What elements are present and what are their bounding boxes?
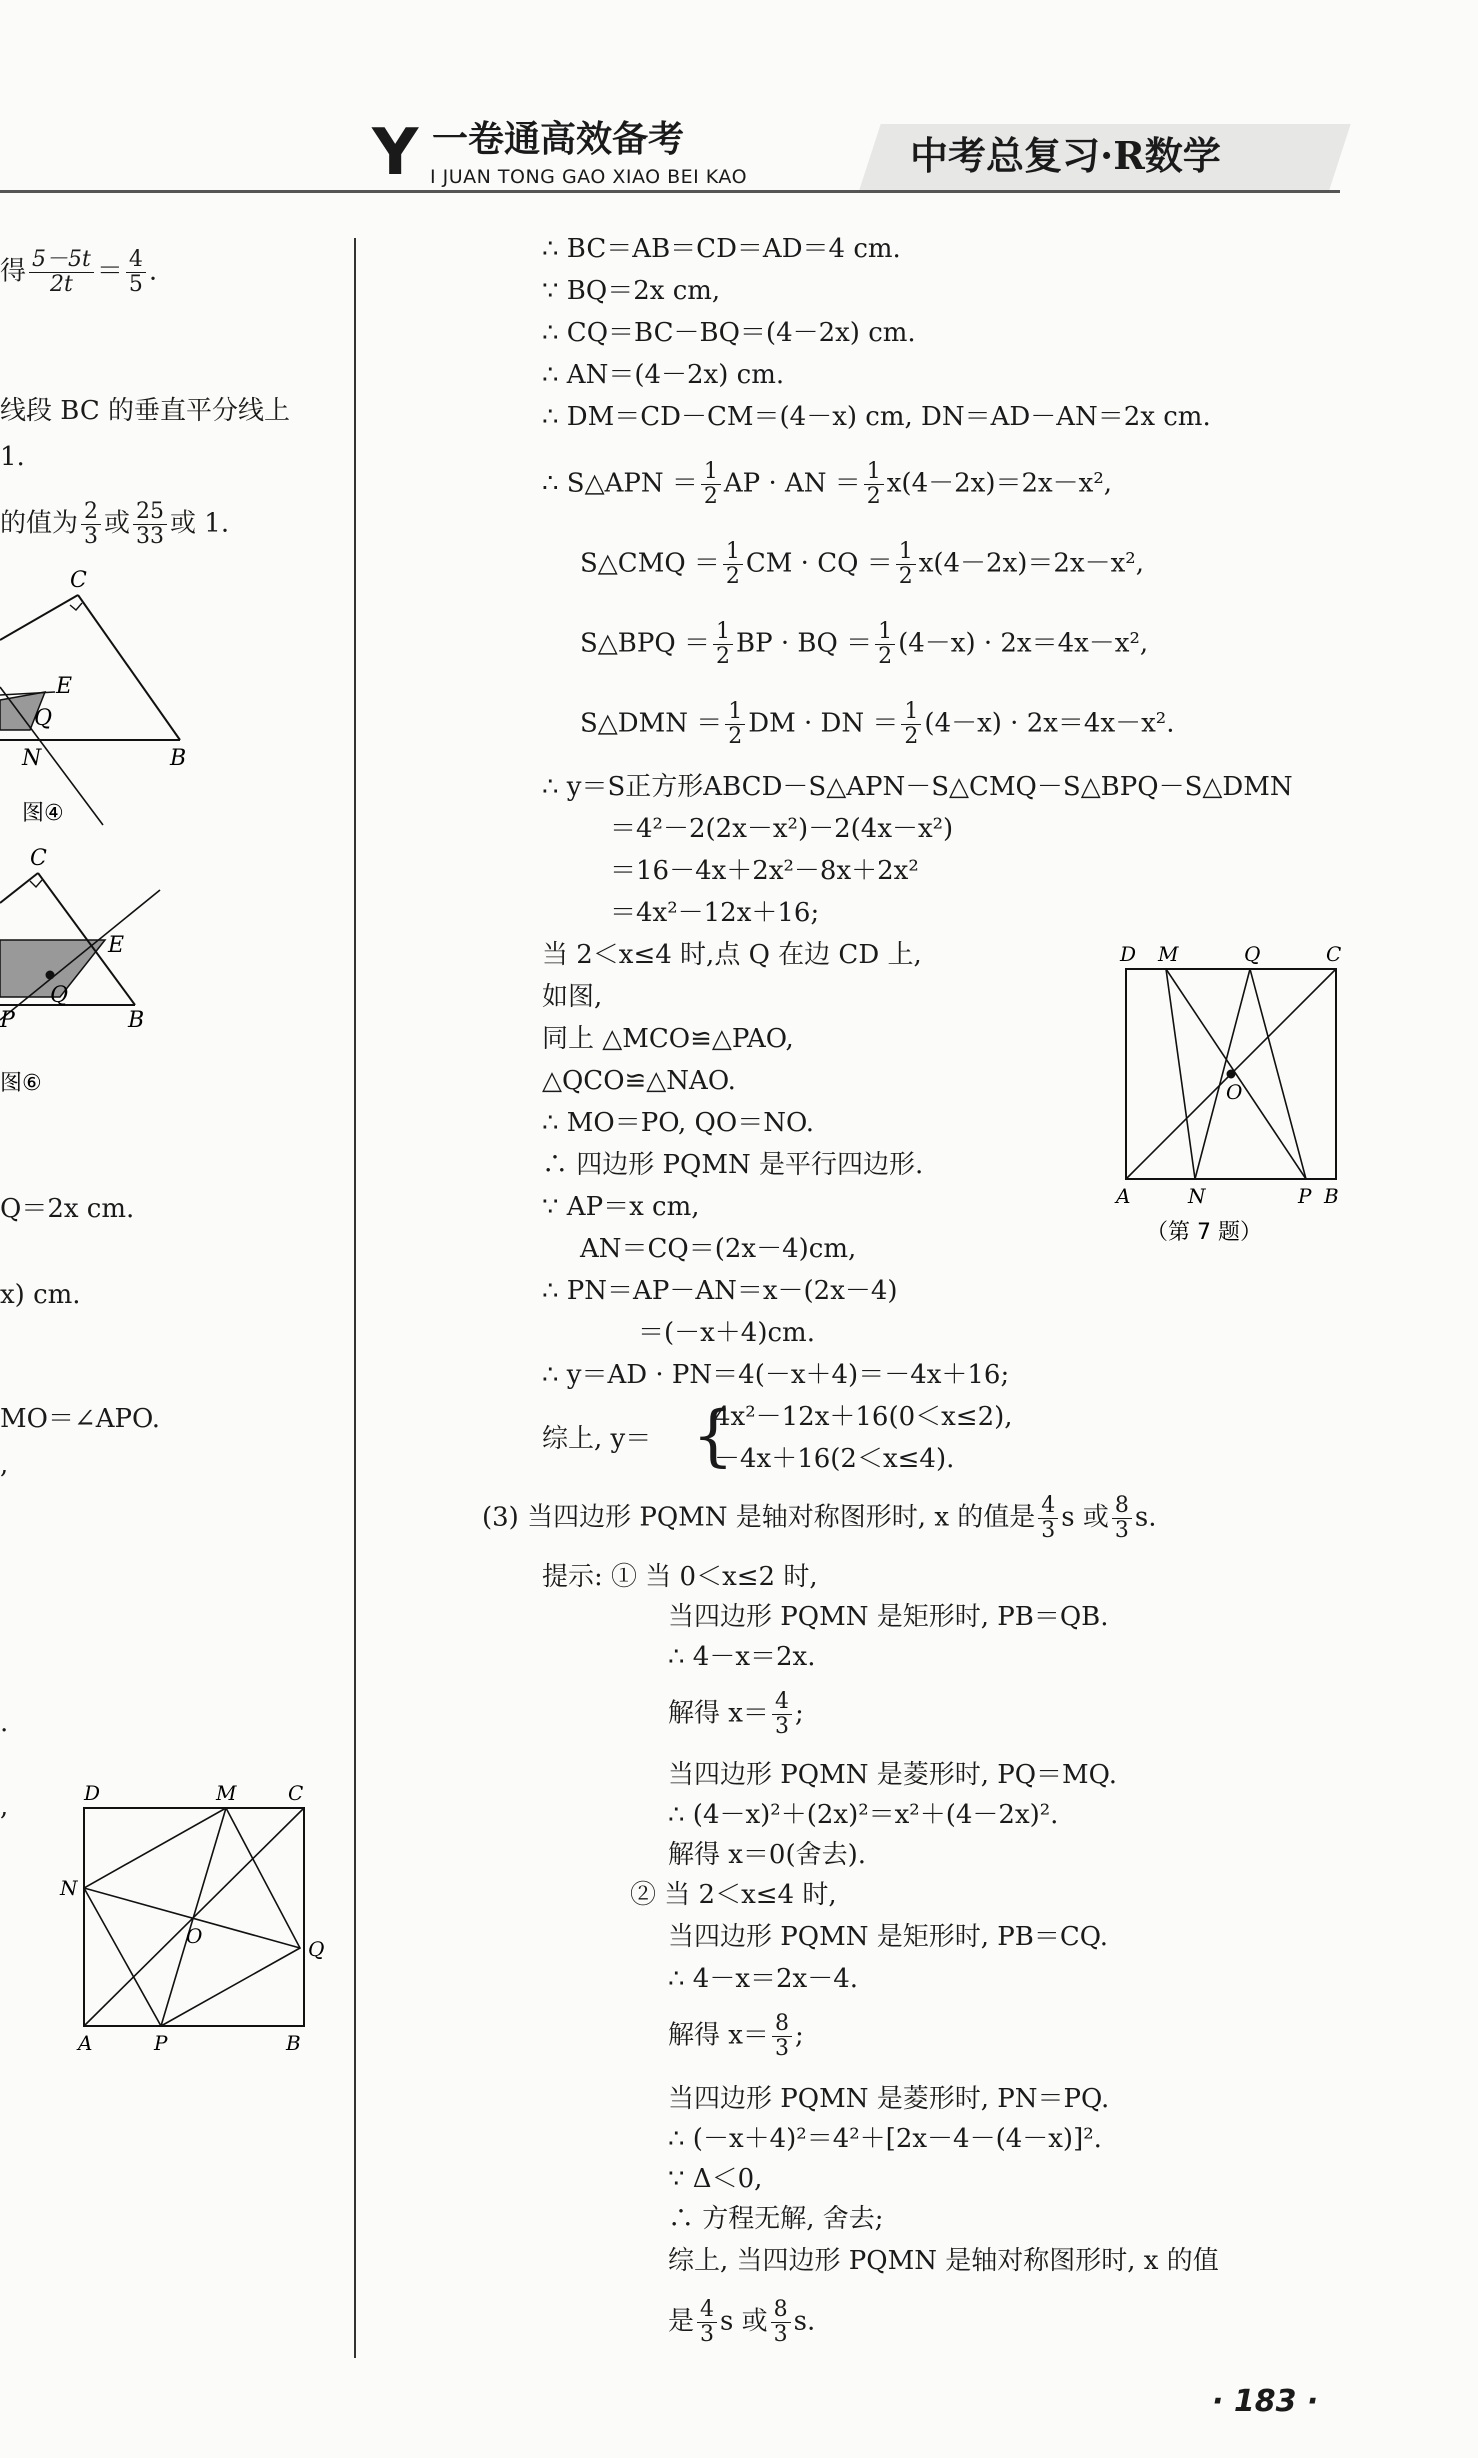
frac-num: 1	[901, 700, 921, 725]
label-E: E	[56, 674, 73, 699]
area-APN	[542, 460, 1112, 509]
left-line-9: .	[0, 1708, 9, 1738]
fraction-half	[864, 460, 884, 509]
hint-line-10: ∴ 4－x＝2x－4.	[668, 1964, 859, 1994]
text: (4－x) · 2x＝4x－x²,	[898, 628, 1149, 659]
frac-num: 4	[697, 2298, 717, 2323]
left-line-2: 线段 BC 的垂直平分线上	[0, 396, 291, 426]
frac-num: 1	[725, 700, 745, 725]
hint-line-17	[668, 2298, 815, 2347]
frac-den: 2	[866, 484, 881, 509]
label-D: D	[84, 1781, 101, 1805]
text: 或 1.	[170, 508, 230, 539]
frac-num: 8	[772, 2012, 792, 2037]
hint-line-14: ∵ Δ＜0,	[668, 2164, 763, 2194]
left-line-10: ,	[0, 1792, 9, 1822]
frac-den: 3	[774, 2036, 789, 2061]
figure-6-caption: 图⑥	[0, 1071, 42, 1096]
label-C: C	[30, 846, 47, 871]
header	[0, 110, 1478, 200]
case2-line-3: 同上 △MCO≌△PAO,	[542, 1024, 794, 1054]
diagonal-MP	[1166, 969, 1306, 1179]
text: ;	[794, 2020, 804, 2051]
fraction	[772, 1690, 792, 1739]
left-line-8: ,	[0, 1450, 9, 1480]
figure-7	[1110, 935, 1350, 1255]
label-C: C	[70, 568, 87, 593]
series-title: 中考总复习·R数学	[910, 133, 1221, 178]
frac-num: 4	[1038, 1494, 1058, 1519]
frac-den: 3	[700, 2322, 715, 2347]
label-E: E	[108, 933, 125, 958]
label-Q: Q	[34, 706, 53, 731]
frac-den: 3	[774, 1714, 789, 1739]
y-line-1: ∴ y＝S正方形ABCD－S△APN－S△CMQ－S△BPQ－S△DMN	[542, 772, 1293, 802]
case2-line-11: ∴ y＝AD · PN＝4(－x＋4)＝－4x＋16;	[542, 1360, 1010, 1390]
hint-line-16: 综上, 当四边形 PQMN 是轴对称图形时, x 的值	[668, 2246, 1219, 2276]
solution-line-2: ∵ BQ＝2x cm,	[542, 276, 721, 306]
frac-num: 1	[723, 540, 743, 565]
frac-num: 8	[771, 2298, 791, 2323]
piecewise-summary	[542, 1398, 1262, 1482]
figure-square-left	[56, 1778, 336, 2058]
frac-num: 8	[1112, 1494, 1132, 1519]
label-D: D	[1120, 942, 1137, 966]
label-N: N	[22, 746, 42, 771]
label-O: O	[1226, 1080, 1243, 1104]
left-line-6: x) cm.	[0, 1280, 81, 1310]
case2-line-10: ＝(－x＋4)cm.	[638, 1318, 815, 1348]
text: s 或	[720, 2306, 768, 2337]
figure-7-caption: （第 7 题）	[1146, 1220, 1262, 1245]
label-M: M	[216, 1781, 237, 1805]
text: S△BPQ ＝	[580, 628, 710, 659]
logo-letter: Y	[372, 116, 419, 190]
left-line-7: MO＝∠APO.	[0, 1404, 161, 1434]
frac-num: 1	[875, 620, 895, 645]
label-B: B	[1324, 1184, 1339, 1208]
diagonal-PM	[161, 1808, 226, 2026]
solution-line-4: ∴ AN＝(4－2x) cm.	[542, 360, 785, 390]
label-B: B	[286, 2031, 301, 2055]
label-B: B	[170, 746, 187, 771]
fraction	[1112, 1494, 1132, 1543]
header-rule	[0, 190, 1340, 193]
text: 或	[104, 508, 131, 539]
frac-den: 2t	[50, 272, 73, 297]
label-B: B	[128, 1008, 145, 1033]
point-O	[1227, 1070, 1236, 1079]
column-divider	[354, 238, 356, 2358]
text: CM · CQ ＝	[745, 548, 893, 579]
text: 得	[0, 256, 27, 287]
text: ＝	[96, 256, 123, 287]
text: DM · DN ＝	[748, 708, 899, 739]
frac-den: 2	[878, 644, 893, 669]
label-P: P	[1298, 1184, 1312, 1208]
frac-den: 2	[728, 724, 743, 749]
frac-num: 25	[133, 500, 167, 525]
segment	[0, 873, 38, 903]
fraction-half	[875, 620, 895, 669]
hint-line-2: 当四边形 PQMN 是矩形时, PB＝QB.	[668, 1602, 1109, 1632]
frac-den: 3	[773, 2322, 788, 2347]
hint-line-13: ∴ (－x＋4)²＝4²＋[2x－4－(4－x)]².	[668, 2124, 1102, 2154]
frac-den: 2	[716, 644, 730, 669]
point-marker	[46, 971, 55, 980]
fraction-half	[896, 540, 916, 589]
fraction	[772, 2012, 792, 2061]
label-O: O	[186, 1924, 203, 1948]
left-line-1	[0, 248, 157, 297]
figure-4	[0, 565, 200, 835]
brand-title: 一卷通高效备考	[432, 119, 685, 160]
fraction	[126, 248, 146, 297]
text: ∴ S△APN ＝	[542, 468, 698, 499]
hint-line-3: ∴ 4－x＝2x.	[668, 1642, 816, 1672]
diagonal-QN	[1195, 969, 1250, 1179]
brand-pinyin: I JUAN TONG GAO XIAO BEI KAO	[430, 166, 748, 188]
frac-den: 2	[904, 724, 919, 749]
area-BPQ	[580, 620, 1148, 669]
figure-4-caption: 图④	[22, 801, 64, 826]
figure-6	[0, 845, 170, 1105]
hint-line-11	[668, 2012, 804, 2061]
label-A: A	[1116, 1184, 1131, 1208]
label-Q: Q	[1244, 942, 1261, 966]
text: s.	[793, 2306, 816, 2337]
fraction	[1038, 1494, 1058, 1543]
frac-num: 2	[81, 500, 101, 525]
page-number: · 183 ·	[1212, 2384, 1319, 2419]
fraction-half	[901, 700, 921, 749]
frac-den: 3	[1041, 1518, 1056, 1543]
frac-den: 2	[703, 484, 718, 509]
label-P: P	[0, 1008, 15, 1033]
fraction-half	[723, 540, 743, 589]
y-line-2: ＝4²－2(2x－x²)－2(4x－x²)	[610, 814, 954, 844]
brace: {	[692, 1397, 734, 1474]
text: s 或	[1061, 1502, 1109, 1533]
frac-num: 1	[896, 540, 916, 565]
frac-num: 1	[701, 460, 721, 485]
summary-case-2: －4x＋16(2＜x≤4).	[714, 1444, 955, 1474]
text: 是	[668, 2306, 695, 2337]
case2-line-4: △QCO≌△NAO.	[542, 1066, 736, 1096]
area-DMN	[580, 700, 1174, 749]
fraction-half	[713, 620, 733, 669]
text: S△CMQ ＝	[580, 548, 720, 579]
hint-line-1: 提示: ① 当 0＜x≤2 时,	[542, 1562, 818, 1592]
frac-den: 2	[898, 564, 913, 589]
frac-den: 3	[1114, 1518, 1129, 1543]
y-line-3: ＝16－4x＋2x²－8x＋2x²	[610, 856, 919, 886]
frac-den: 2	[725, 564, 740, 589]
text: BP · BQ ＝	[736, 628, 873, 659]
frac-num: 1	[713, 620, 733, 645]
solution-line-3: ∴ CQ＝BC－BQ＝(4－2x) cm.	[542, 318, 916, 348]
label-M: M	[1158, 942, 1179, 966]
hint-line-8: ② 当 2＜x≤4 时,	[630, 1880, 837, 1910]
hint-line-6: ∴ (4－x)²＋(2x)²＝x²＋(4－2x)².	[668, 1800, 1059, 1830]
frac-den: 3	[84, 524, 99, 549]
right-angle-mark	[30, 880, 42, 887]
label-P: P	[154, 2031, 168, 2055]
fraction	[81, 500, 101, 549]
case2-line-7: ∵ AP＝x cm,	[542, 1192, 700, 1222]
frac-num: 5－5t	[29, 248, 94, 273]
hint-line-4	[668, 1690, 804, 1739]
frac-den: 33	[136, 524, 165, 549]
frac-den: 5	[128, 272, 143, 297]
frac-num: 4	[126, 248, 146, 273]
solution-line-1: ∴ BC＝AB＝CD＝AD＝4 cm.	[542, 234, 901, 264]
case2-line-6: ∴ 四边形 PQMN 是平行四边形.	[542, 1150, 924, 1180]
case2-line-1: 当 2＜x≤4 时,点 Q 在边 CD 上,	[542, 940, 922, 970]
text: AP · AN ＝	[723, 468, 861, 499]
label-N: N	[60, 1876, 78, 1900]
label-Q: Q	[308, 1937, 325, 1961]
text: .	[148, 256, 158, 287]
fraction-half	[725, 700, 745, 749]
text: 解得 x＝	[668, 1698, 769, 1729]
frac-num: 4	[772, 1690, 792, 1715]
right-angle-mark	[70, 603, 82, 610]
label-Q: Q	[50, 983, 69, 1008]
label-C: C	[288, 1781, 304, 1805]
segment	[0, 595, 78, 640]
y-line-4: ＝4x²－12x＋16;	[610, 898, 820, 928]
text: x(4－2x)＝2x－x²,	[886, 468, 1113, 499]
text: (4－x) · 2x＝4x－x².	[924, 708, 1175, 739]
summary-prefix: 综上, y＝	[542, 1424, 652, 1454]
left-line-4	[0, 500, 229, 549]
case2-line-8: AN＝CQ＝(2x－4)cm,	[580, 1234, 857, 1264]
fraction	[29, 248, 94, 297]
left-line-5: Q＝2x cm.	[0, 1194, 135, 1224]
case2-line-5: ∴ MO＝PO, QO＝NO.	[542, 1108, 814, 1138]
label-A: A	[78, 2031, 93, 2055]
case2-line-9: ∴ PN＝AP－AN＝x－(2x－4)	[542, 1276, 898, 1306]
hint-line-15: ∴ 方程无解, 舍去;	[668, 2204, 884, 2234]
solution-line-5: ∴ DM＝CD－CM＝(4－x) cm, DN＝AD－AN＝2x cm.	[542, 402, 1211, 432]
text: ;	[794, 1698, 804, 1729]
text: 的值为	[0, 508, 79, 539]
left-line-3: 1.	[0, 442, 25, 472]
label-C: C	[1326, 942, 1342, 966]
case2-line-2: 如图,	[542, 982, 603, 1012]
segment	[78, 595, 180, 740]
text: s.	[1134, 1502, 1157, 1533]
text: S△DMN ＝	[580, 708, 723, 739]
hint-line-7: 解得 x＝0(舍去).	[668, 1840, 867, 1870]
hint-line-9: 当四边形 PQMN 是矩形时, PB＝CQ.	[668, 1922, 1109, 1952]
summary-case-1: 4x²－12x＋16(0＜x≤2),	[714, 1402, 1013, 1432]
frac-num: 1	[864, 460, 884, 485]
fraction	[697, 2298, 717, 2347]
part-3-answer	[482, 1494, 1156, 1543]
hint-line-5: 当四边形 PQMN 是菱形时, PQ＝MQ.	[668, 1760, 1117, 1790]
text: x(4－2x)＝2x－x²,	[918, 548, 1144, 579]
label-N: N	[1188, 1184, 1206, 1208]
fraction-half	[701, 460, 721, 509]
text: (3) 当四边形 PQMN 是轴对称图形时, x 的值是	[482, 1502, 1036, 1533]
area-CMQ	[580, 540, 1144, 589]
fraction	[133, 500, 167, 549]
text: 解得 x＝	[668, 2020, 769, 2051]
fraction	[771, 2298, 791, 2347]
hint-line-12: 当四边形 PQMN 是菱形时, PN＝PQ.	[668, 2084, 1110, 2114]
